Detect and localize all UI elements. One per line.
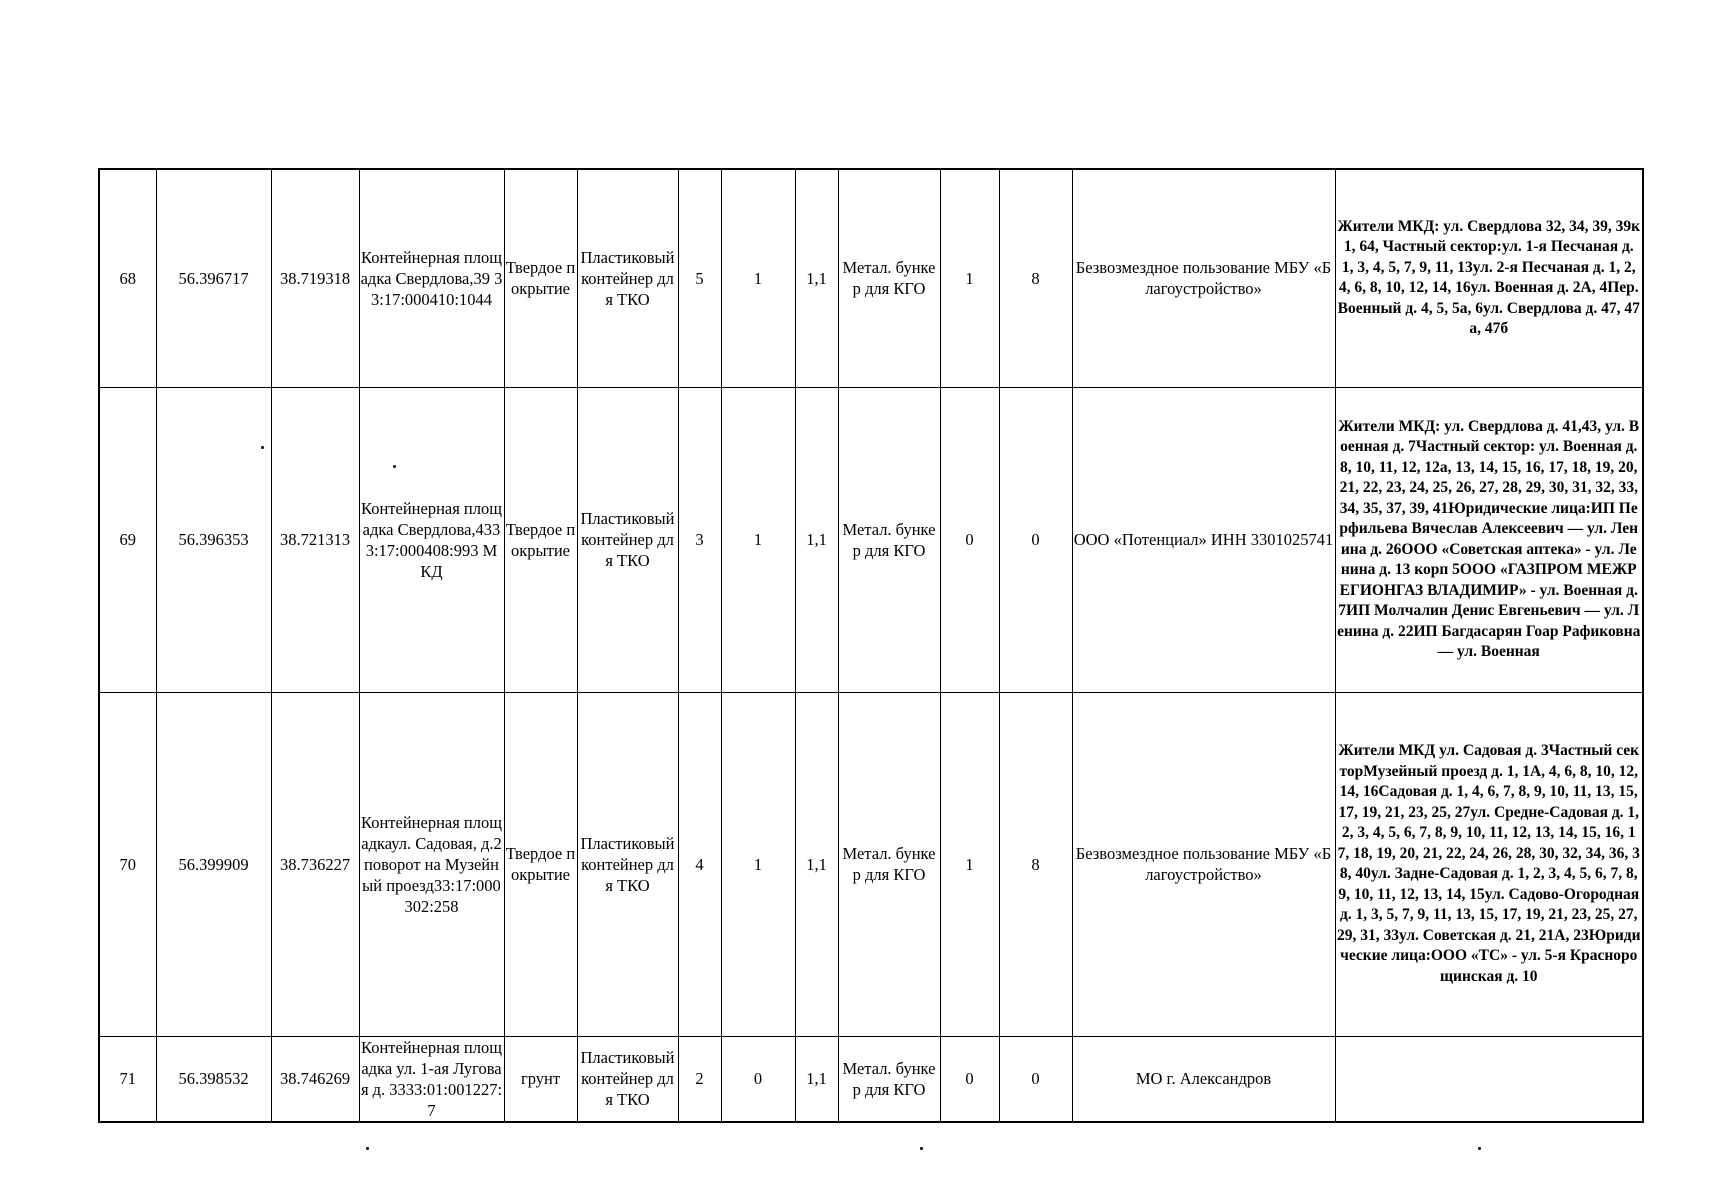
container-volume: 1,1 (795, 387, 838, 692)
latitude: 56.399909 (156, 692, 271, 1036)
planned-count: 1 (721, 692, 795, 1036)
latitude: 56.398532 (156, 1036, 271, 1122)
table-row (99, 169, 1643, 387)
container-type: Пластиковый контейнер для ТКО (577, 387, 678, 692)
bunker-volume: 0 (999, 387, 1072, 692)
row-number: 70 (99, 692, 156, 1036)
container-type: Пластиковый контейнер для ТКО (577, 1036, 678, 1122)
site-name: Контейнерная площадка Свердлова,4333:17:000408:993 МКД (359, 387, 504, 692)
container-volume: 1,1 (795, 692, 838, 1036)
residents-list: Жители МКД: ул. Свердлова д. 41,43, ул. Военная д. 7Частный сектор: ул. Военная д. 8, 10, 11, 12, 12а, 13, 14, 15, 16, 17, 18, 19, 20, 21, 22, 23, 24, 25, 26, 27, 28, 29, 30, 31, 32, 33, 34, 35, 37, 39, 41Юридические лица:ИП Перфильева Вячеслав Алексеевич — ул. Ленина д. 26ООО «Советская аптека» - ул. Ленина д. 13 корп 5ООО «ГАЗПРОМ МЕЖРЕГИОНГАЗ ВЛАДИМИР» - ул. Военная д. 7ИП Молчалин Денис Евгеньевич — ул. Ленина д. 22ИП Багдасарян Гоар Рафиковна — ул. Военная (1335, 387, 1643, 692)
container-count: 3 (678, 387, 721, 692)
table-row (99, 387, 1643, 692)
bunker-volume: 8 (999, 169, 1072, 387)
scan-speck (366, 1147, 369, 1150)
bunker-type: Метал. бункер для КГО (838, 692, 940, 1036)
container-type: Пластиковый контейнер для ТКО (577, 692, 678, 1036)
container-count: 2 (678, 1036, 721, 1122)
table-row (99, 692, 1643, 1036)
site-name: Контейнерная площадкаул. Садовая, д.2 поворот на Музейный проезд33:17:000302:258 (359, 692, 504, 1036)
longitude: 38.736227 (271, 692, 359, 1036)
longitude: 38.721313 (271, 387, 359, 692)
scan-speck (261, 446, 264, 449)
bunker-type: Метал. бункер для КГО (838, 1036, 940, 1122)
owner: МО г. Александров (1072, 1036, 1335, 1122)
container-volume: 1,1 (795, 169, 838, 387)
container-count: 5 (678, 169, 721, 387)
surface-type: грунт (504, 1036, 577, 1122)
container-volume: 1,1 (795, 1036, 838, 1122)
row-number: 69 (99, 387, 156, 692)
bunker-count: 0 (940, 387, 999, 692)
bunker-count: 0 (940, 1036, 999, 1122)
residents-list (1335, 1036, 1643, 1122)
scan-speck (1478, 1147, 1481, 1150)
owner: ООО «Потенциал» ИНН 3301025741 (1072, 387, 1335, 692)
table-row (99, 1036, 1643, 1122)
planned-count: 1 (721, 387, 795, 692)
planned-count: 0 (721, 1036, 795, 1122)
owner: Безвозмездное пользование МБУ «Благоустройство» (1072, 169, 1335, 387)
latitude: 56.396717 (156, 169, 271, 387)
row-number: 68 (99, 169, 156, 387)
row-number: 71 (99, 1036, 156, 1122)
bunker-count: 1 (940, 169, 999, 387)
residents-list: Жители МКД ул. Садовая д. 3Частный секторМузейный проезд д. 1, 1А, 4, 6, 8, 10, 12, 14, 16Садовая д. 1, 4, 6, 7, 8, 9, 10, 11, 13, 15, 17, 19, 21, 23, 25, 27ул. Средне-Садовая д. 1, 2, 3, 4, 5, 6, 7, 8, 9, 10, 11, 12, 13, 14, 15, 16, 17, 18, 19, 20, 21, 22, 24, 26, 28, 30, 32, 34, 36, 38, 40ул. Задне-Садовая д. 1, 2, 3, 4, 5, 6, 7, 8, 9, 10, 11, 12, 13, 14, 15ул. Садово-Огородная д. 1, 3, 5, 7, 9, 11, 13, 15, 17, 19, 21, 23, 25, 27, 29, 31, 33ул. Советская д. 21, 21А, 23Юридические лица:ООО «ТС» - ул. 5-я Краснорощинская д. 10 (1335, 692, 1643, 1036)
containers-table (98, 168, 1644, 1123)
bunker-count: 1 (940, 692, 999, 1036)
longitude: 38.719318 (271, 169, 359, 387)
surface-type: Твердое покрытие (504, 387, 577, 692)
residents-list: Жители МКД: ул. Свердлова 32, 34, 39, 39к1, 64, Частный сектор:ул. 1-я Песчаная д. 1, 3, 4, 5, 7, 9, 11, 13ул. 2-я Песчаная д. 1, 2, 4, 6, 8, 10, 12, 14, 16ул. Военная д. 2А, 4Пер. Военный д. 4, 5, 5а, 6ул. Свердлова д. 47, 47а, 47б (1335, 169, 1643, 387)
container-type: Пластиковый контейнер для ТКО (577, 169, 678, 387)
bunker-volume: 0 (999, 1036, 1072, 1122)
surface-type: Твердое покрытие (504, 169, 577, 387)
bunker-type: Метал. бункер для КГО (838, 169, 940, 387)
site-name: Контейнерная площадка ул. 1-ая Луговая д. 3333:01:001227:7 (359, 1036, 504, 1122)
scan-speck (393, 465, 396, 468)
owner: Безвозмездное пользование МБУ «Благоустройство» (1072, 692, 1335, 1036)
container-count: 4 (678, 692, 721, 1036)
surface-type: Твердое покрытие (504, 692, 577, 1036)
bunker-type: Метал. бункер для КГО (838, 387, 940, 692)
longitude: 38.746269 (271, 1036, 359, 1122)
site-name: Контейнерная площадка Свердлова,39 33:17:000410:1044 (359, 169, 504, 387)
planned-count: 1 (721, 169, 795, 387)
scan-speck (920, 1147, 923, 1150)
latitude: 56.396353 (156, 387, 271, 692)
bunker-volume: 8 (999, 692, 1072, 1036)
